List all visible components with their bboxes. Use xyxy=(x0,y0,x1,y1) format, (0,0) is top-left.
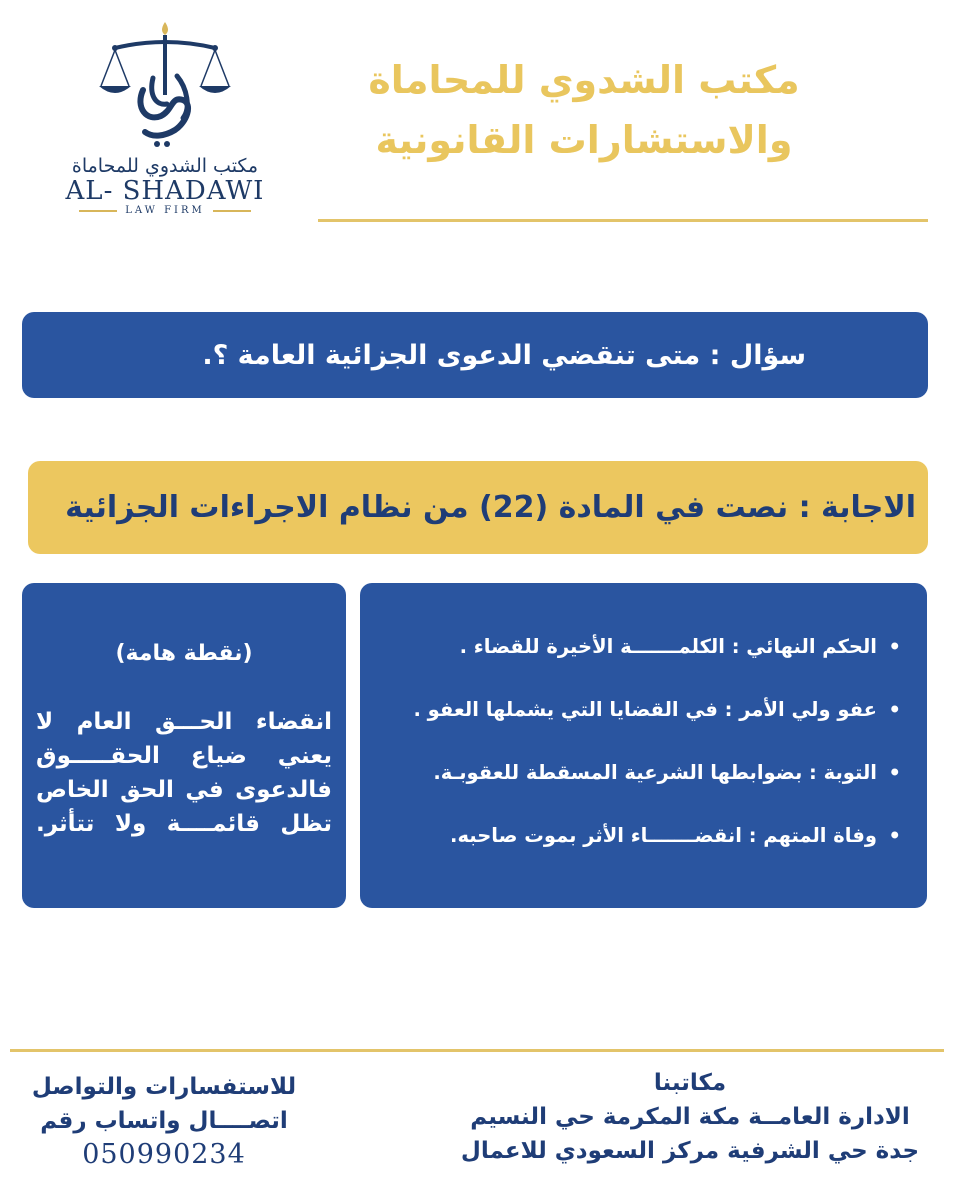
offices-line2: جدة حي الشرفية مركز السعودي للاعمال xyxy=(460,1138,920,1164)
note-title: (نقطة هامة) xyxy=(115,641,253,666)
list-item-text: الحكم النهائي : الكلمـــــــة الأخيرة للقضاء . xyxy=(459,635,877,658)
logo-divider-right xyxy=(213,210,251,212)
logo-subtitle xyxy=(60,205,270,216)
list-item xyxy=(374,631,905,663)
question-text: سؤال : متى تنقضي الدعوى الجزائية العامة ؟. xyxy=(202,339,806,371)
list-item xyxy=(374,694,905,726)
bullet-icon: • xyxy=(888,824,901,847)
contact-line2: اتصــــال واتساب رقم xyxy=(40,1108,288,1134)
scales-of-justice-icon xyxy=(95,18,235,153)
logo-subtitle-text: LAW FIRM xyxy=(125,205,205,216)
list-item-text: عفو ولي الأمر : في القضايا التي يشملها العفو . xyxy=(413,698,877,721)
logo-divider-left xyxy=(79,210,117,212)
contact-info xyxy=(14,1070,314,1172)
bullet-icon: • xyxy=(888,635,901,658)
offices-info xyxy=(430,1066,950,1168)
offices-title: مكاتبنا xyxy=(653,1070,727,1096)
firm-title-line2: والاستشارات القانونية xyxy=(375,118,793,162)
note-body: انقضاء الحـــق العام لا يعني ضياع الحقـــــوق فالدعوى في الحق الخاص تظل قائمــــة ولا تتأثر. xyxy=(36,709,332,837)
grounds-list-panel xyxy=(360,583,927,908)
answer-banner xyxy=(28,461,928,554)
contact-phone[interactable]: 050990234 xyxy=(82,1139,246,1170)
list-item-text: وفاة المتهم : انقضـــــــاء الأثر بموت صاحبه. xyxy=(450,824,877,847)
firm-logo xyxy=(60,18,270,233)
logo-arabic-name: مكتب الشدوي للمحاماة xyxy=(71,155,259,177)
important-note-panel xyxy=(22,583,346,908)
list-item-text: التوبة : بضوابطها الشرعية المسقطة للعقوبـة. xyxy=(433,761,877,784)
answer-text: الاجابة : نصت في المادة (22) من نظام الاجراءات الجزائية xyxy=(65,490,916,525)
contact-line1: للاستفسارات والتواصل xyxy=(31,1074,297,1100)
question-banner xyxy=(22,312,928,398)
list-item xyxy=(374,757,905,789)
footer-divider xyxy=(10,1049,944,1052)
bullet-icon: • xyxy=(888,698,901,721)
list-item xyxy=(374,820,905,852)
firm-title-line1: مكتب الشدوي للمحاماة xyxy=(368,58,800,102)
logo-english-name: AL- SHADAWI xyxy=(65,176,265,206)
firm-title xyxy=(304,50,864,170)
title-divider xyxy=(318,219,928,222)
bullet-icon: • xyxy=(888,761,901,784)
offices-line1: الادارة العامــة مكة المكرمة حي النسيم xyxy=(470,1104,910,1130)
grounds-list xyxy=(374,631,905,883)
